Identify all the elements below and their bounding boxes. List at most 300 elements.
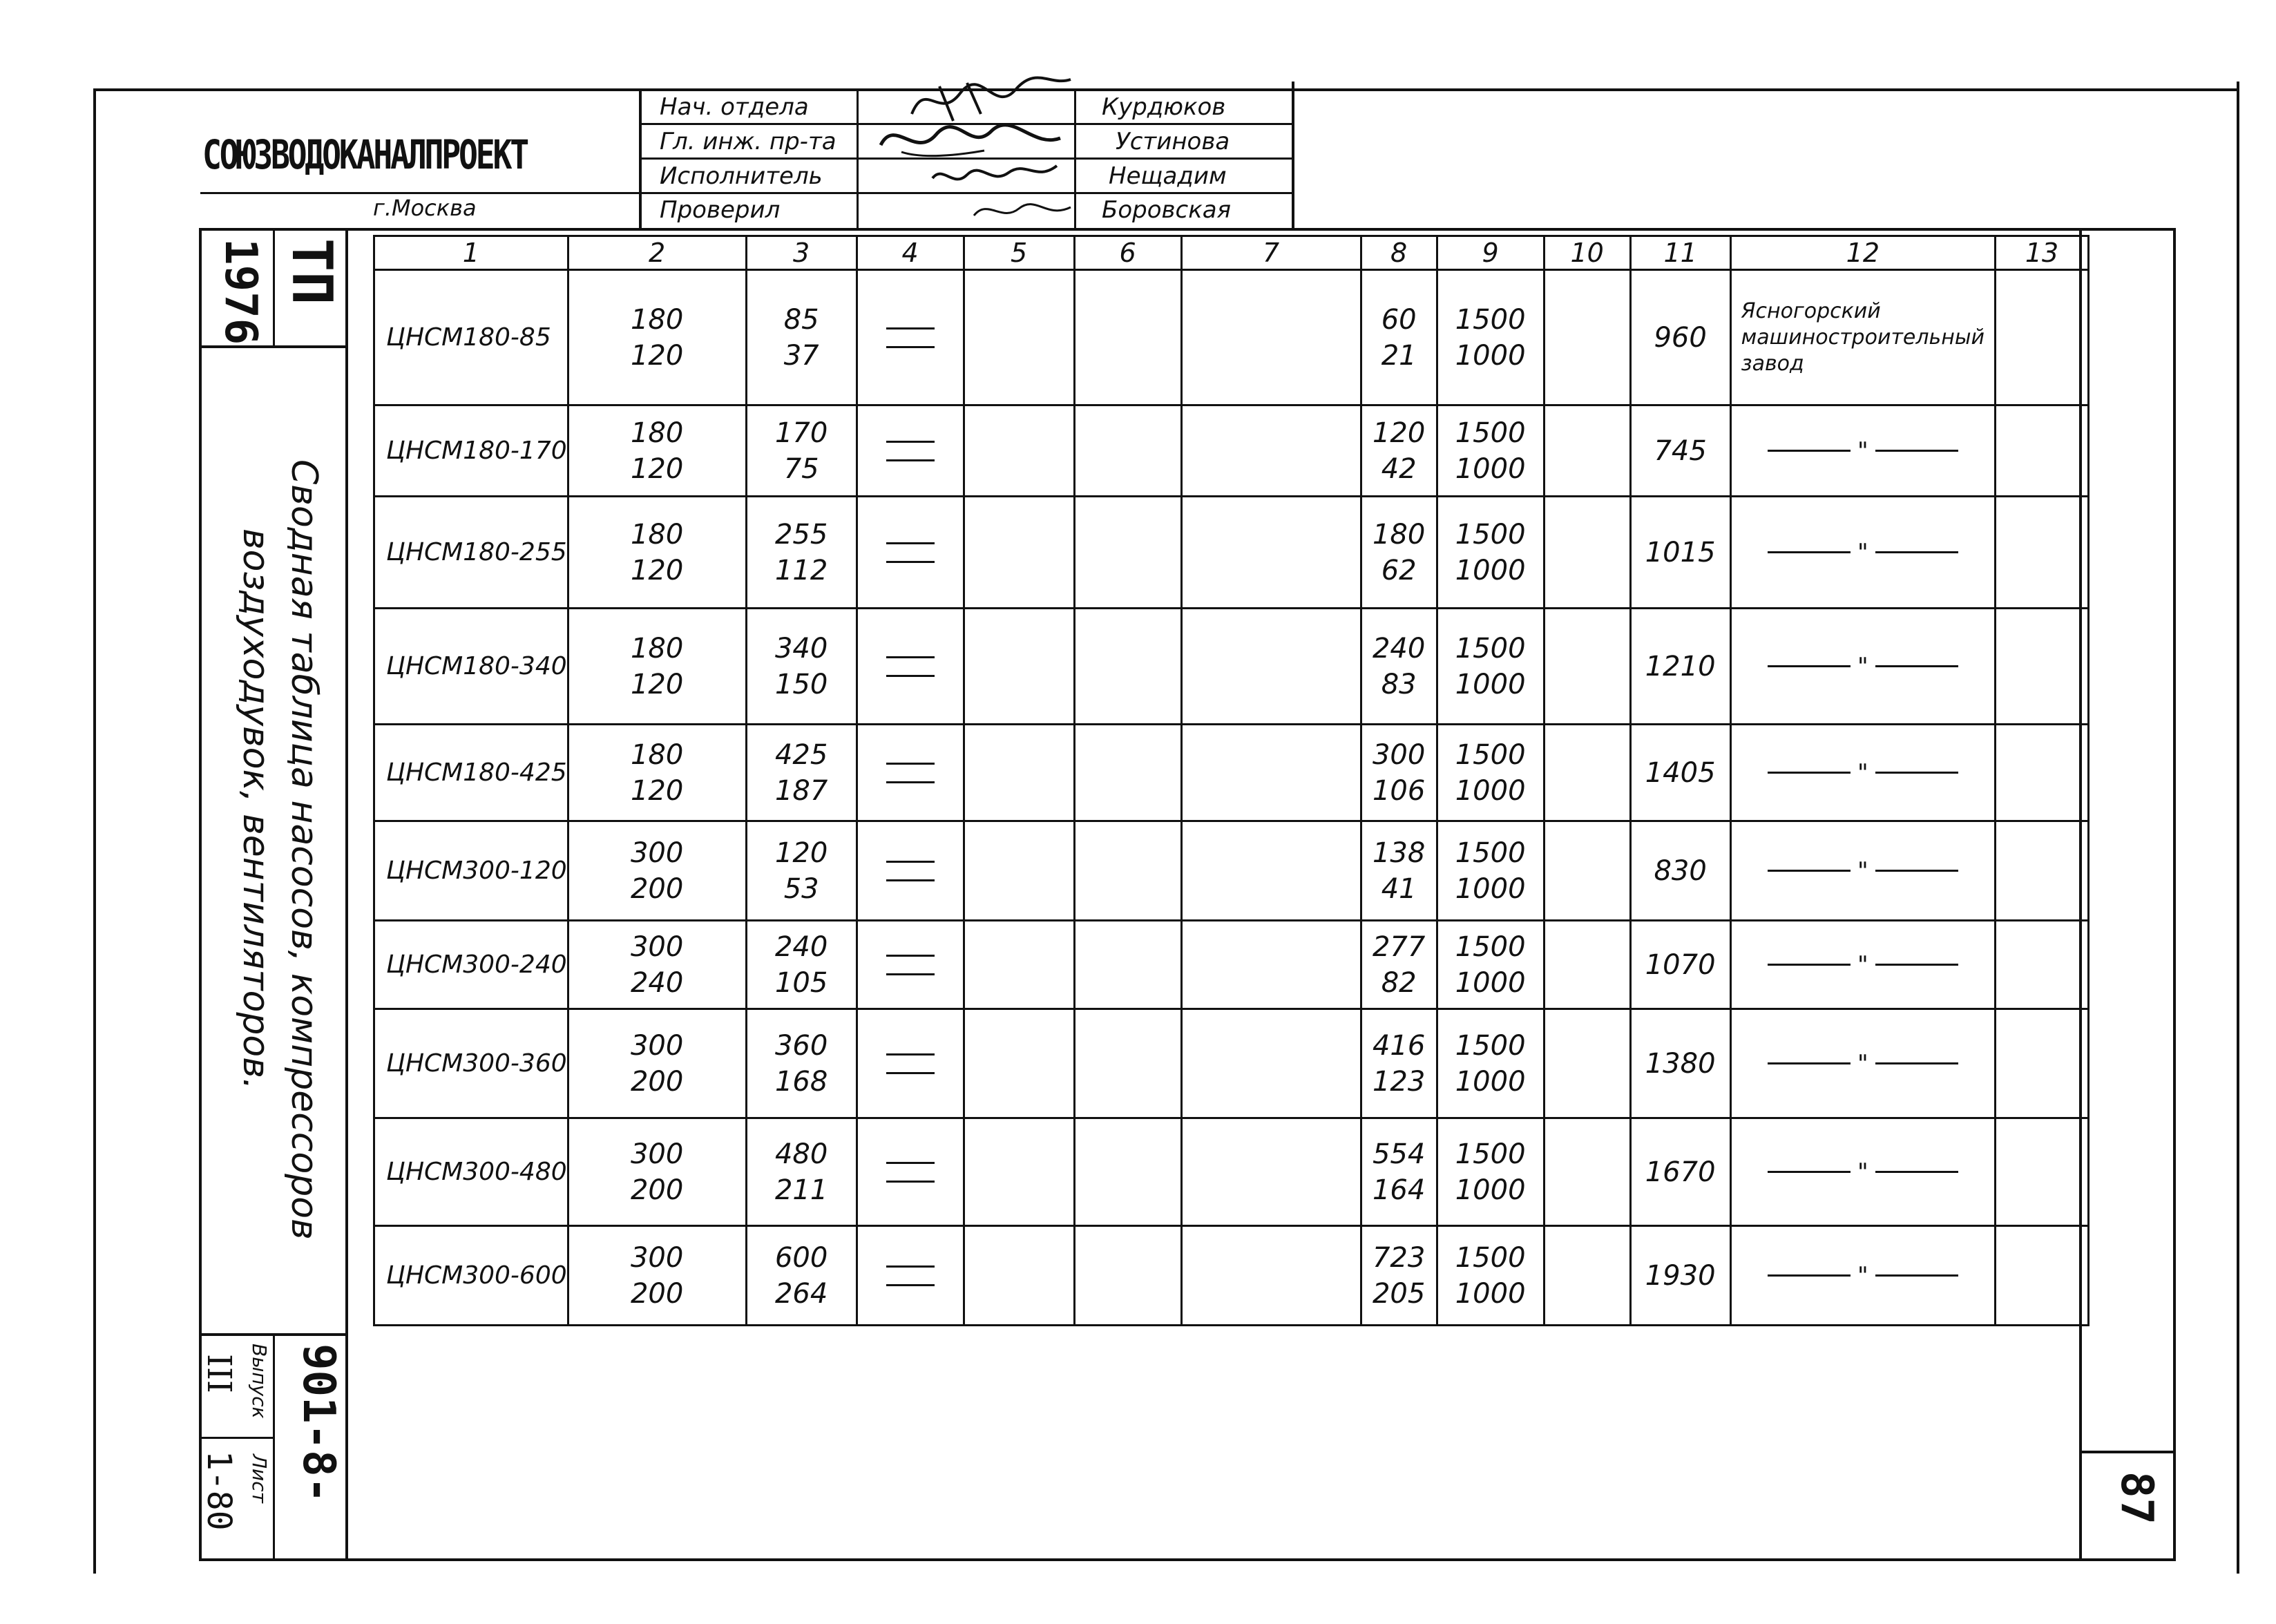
cell-col8: [1361, 405, 1437, 497]
manufacturer: [1732, 947, 1994, 983]
cell-col12: [1730, 405, 1995, 497]
cell-col6: [1074, 405, 1181, 497]
dash-mark: [886, 1181, 935, 1183]
cell-col4: [857, 821, 964, 921]
dash-mark: [886, 861, 935, 863]
value: 1000: [1455, 339, 1526, 372]
cell-col2: [568, 725, 746, 821]
cell-col7: [1181, 270, 1361, 405]
cell-col3: [746, 821, 857, 921]
cell-col6: [1074, 1226, 1181, 1326]
cell-col3: [746, 725, 857, 821]
cell-col12: [1730, 1226, 1995, 1326]
manufacturer: [1732, 1046, 1994, 1082]
pump-model: ЦНСМ180-170: [374, 405, 568, 497]
value: 120: [1372, 417, 1426, 449]
ditto-line: [1875, 870, 1958, 872]
cell-col13: [1996, 821, 2089, 921]
dash-mark: [886, 1072, 935, 1074]
cell-col12: [1730, 725, 1995, 821]
value: 83: [1381, 668, 1417, 700]
dash-mark: [886, 1284, 935, 1286]
cell-col5: [964, 1226, 1074, 1326]
cell-col2: [568, 1118, 746, 1226]
table-row: [374, 921, 2089, 1009]
cell-col4: [857, 405, 964, 497]
dash-mark: [886, 542, 935, 544]
cell-col3: [746, 1009, 857, 1118]
cell-col10: [1544, 270, 1630, 405]
cell-col7: [1181, 1009, 1361, 1118]
cell-col6: [1074, 725, 1181, 821]
value: 416: [1372, 1029, 1426, 1062]
table-row: [374, 497, 2089, 609]
sheet-title-line-1: Сводная таблица насосов, компрессоров: [283, 459, 325, 1240]
cell-col11: 960: [1630, 270, 1730, 405]
cell-col8: [1361, 921, 1437, 1009]
value: 120: [774, 837, 828, 869]
dash-mark: [886, 1265, 935, 1268]
col-header: 13: [1996, 236, 2089, 270]
ditto-line: [1875, 1171, 1958, 1173]
dash-mark: [886, 955, 935, 957]
dash-mark: [886, 973, 935, 975]
cell-col5: [964, 1009, 1074, 1118]
value: 120: [630, 668, 684, 700]
value: 240: [630, 966, 684, 999]
sidebar-divider: [345, 228, 348, 1561]
pump-model: ЦНСМ300-480: [374, 1118, 568, 1226]
value: 1500: [1455, 303, 1526, 336]
value: 1000: [1455, 1065, 1526, 1098]
dash-mark: [886, 1053, 935, 1055]
inner-frame-top: [199, 228, 2174, 231]
ditto-line: [1875, 964, 1958, 966]
stamp-role-3: Исполнитель: [660, 162, 823, 190]
cell-col13: [1996, 1009, 2089, 1118]
cell-col8: [1361, 270, 1437, 405]
issue-box-hsplit: [200, 1437, 275, 1439]
cell-col13: [1996, 921, 2089, 1009]
value: 180: [630, 417, 684, 449]
dash-mark: [886, 1162, 935, 1164]
pump-model: ЦНСМ180-340: [374, 609, 568, 725]
value: 200: [630, 872, 684, 905]
ditto-line: [1768, 1274, 1851, 1277]
value: 37: [783, 339, 819, 372]
cell-col10: [1544, 405, 1630, 497]
cell-col3: [746, 1226, 857, 1326]
organization-name: СОЮЗВОДОКАНАЛПРОЕКТ: [202, 131, 527, 178]
cell-col4: [857, 1118, 964, 1226]
cell-col12: [1730, 1009, 1995, 1118]
ditto-mark: ": [1857, 538, 1868, 566]
cell-col4: [857, 1009, 964, 1118]
table-row: [374, 821, 2089, 921]
dash-mark: [886, 459, 935, 461]
dash-mark: [886, 346, 935, 348]
value: 1500: [1455, 518, 1526, 551]
ditto-mark: ": [1857, 1049, 1868, 1078]
cell-col11: 1405: [1630, 725, 1730, 821]
value: 150: [774, 668, 828, 700]
dash-mark: [886, 327, 935, 329]
value: 180: [630, 518, 684, 551]
value: 82: [1381, 966, 1417, 999]
ditto-mark: ": [1857, 857, 1868, 885]
value: 41: [1381, 872, 1417, 905]
cell-col12: [1730, 609, 1995, 725]
value: 425: [774, 738, 828, 771]
pump-model: ЦНСМ180-255: [374, 497, 568, 609]
stamp-role-2: Гл. инж. пр-та: [660, 128, 836, 155]
cell-col11: 745: [1630, 405, 1730, 497]
value: 300: [630, 1241, 684, 1274]
cell-col11: 1670: [1630, 1118, 1730, 1226]
dash-mark: [886, 656, 935, 658]
cell-col5: [964, 609, 1074, 725]
dash-mark: [886, 675, 935, 677]
table-row: [374, 1226, 2089, 1326]
cell-col9: [1437, 1226, 1544, 1326]
value: 180: [630, 738, 684, 771]
sheet-label: Лист: [248, 1454, 271, 1503]
cell-col4: [857, 609, 964, 725]
cell-col2: [568, 921, 746, 1009]
col-header: 9: [1437, 236, 1544, 270]
value: 180: [630, 632, 684, 665]
cell-col12: [1730, 1118, 1995, 1226]
ditto-mark: ": [1857, 758, 1868, 787]
ditto-line: [1875, 1062, 1958, 1064]
value: 170: [774, 417, 828, 449]
cell-col7: [1181, 497, 1361, 609]
value: 53: [783, 872, 819, 905]
manufacturer: Ясногорский машиностроительный завод: [1741, 298, 1985, 376]
pump-model: ЦНСМ300-360: [374, 1009, 568, 1118]
value: 120: [630, 339, 684, 372]
value: 200: [630, 1065, 684, 1098]
value: 300: [630, 1029, 684, 1062]
cell-col13: [1996, 405, 2089, 497]
cell-col3: [746, 270, 857, 405]
ditto-mark: ": [1857, 437, 1868, 465]
stamp-role-1: Нач. отдела: [660, 93, 809, 121]
value: 360: [774, 1029, 828, 1062]
cell-col7: [1181, 405, 1361, 497]
cell-col11: 1015: [1630, 497, 1730, 609]
frame-right-line: [2237, 82, 2239, 1574]
cell-col3: [746, 921, 857, 1009]
pump-model: ЦНСМ180-85: [374, 270, 568, 405]
value: 1000: [1455, 966, 1526, 999]
value: 300: [630, 930, 684, 963]
ditto-line: [1768, 551, 1851, 553]
value: 1500: [1455, 1241, 1526, 1274]
cell-col13: [1996, 1226, 2089, 1326]
frame-left-line: [93, 88, 96, 1574]
value: 240: [774, 930, 828, 963]
manufacturer: [1732, 755, 1994, 791]
cell-col3: [746, 497, 857, 609]
cell-col7: [1181, 725, 1361, 821]
cell-col10: [1544, 1009, 1630, 1118]
cell-col8: [1361, 821, 1437, 921]
cell-col10: [1544, 497, 1630, 609]
value: 300: [630, 837, 684, 869]
table-row: [374, 609, 2089, 725]
value: 1500: [1455, 930, 1526, 963]
ditto-line: [1768, 772, 1851, 774]
cell-col8: [1361, 1118, 1437, 1226]
col-header: 8: [1361, 236, 1437, 270]
value: 300: [630, 1138, 684, 1170]
doc-code: 901-8-: [293, 1344, 344, 1504]
cell-col10: [1544, 725, 1630, 821]
dash-mark: [886, 561, 935, 563]
cell-col11: 1930: [1630, 1226, 1730, 1326]
stamp-name-3: Нещадим: [1109, 162, 1227, 190]
cell-col5: [964, 1118, 1074, 1226]
col-header: 11: [1630, 236, 1730, 270]
value: 554: [1372, 1138, 1426, 1170]
value: 300: [1372, 738, 1426, 771]
cell-col10: [1544, 1118, 1630, 1226]
value: 168: [774, 1065, 828, 1098]
cell-col9: [1437, 405, 1544, 497]
value: 85: [783, 303, 819, 336]
value: 1000: [1455, 668, 1526, 700]
value: 62: [1381, 554, 1417, 586]
cell-col5: [964, 921, 1074, 1009]
cell-col6: [1074, 821, 1181, 921]
cell-col5: [964, 725, 1074, 821]
manufacturer: [1732, 1258, 1994, 1294]
cell-col12: [1730, 921, 1995, 1009]
value: 120: [630, 774, 684, 807]
col-header: 12: [1730, 236, 1995, 270]
cell-col10: [1544, 921, 1630, 1009]
col-header: 3: [746, 236, 857, 270]
cell-col3: [746, 1118, 857, 1226]
manufacturer: [1732, 649, 1994, 685]
value: 120: [630, 452, 684, 485]
cell-col2: [568, 821, 746, 921]
cell-col11: 830: [1630, 821, 1730, 921]
value: 211: [774, 1174, 828, 1206]
value: 1000: [1455, 1174, 1526, 1206]
cell-col13: [1996, 609, 2089, 725]
cell-col6: [1074, 1118, 1181, 1226]
cell-col13: [1996, 270, 2089, 405]
col-header: 7: [1181, 236, 1361, 270]
value: 106: [1372, 774, 1426, 807]
manufacturer: [1732, 535, 1994, 571]
cell-col4: [857, 497, 964, 609]
cell-col8: [1361, 725, 1437, 821]
cell-col9: [1437, 1009, 1544, 1118]
value: 1000: [1455, 554, 1526, 586]
inner-frame-bottom: [199, 1558, 2174, 1561]
col-header: 5: [964, 236, 1074, 270]
cell-col3: [746, 609, 857, 725]
cell-col7: [1181, 1118, 1361, 1226]
cell-col2: [568, 405, 746, 497]
cell-col13: [1996, 497, 2089, 609]
value: 75: [783, 452, 819, 485]
ditto-mark: ": [1857, 1261, 1868, 1290]
cell-col4: [857, 921, 964, 1009]
table-row: [374, 405, 2089, 497]
value: 200: [630, 1174, 684, 1206]
pump-model: ЦНСМ180-425: [374, 725, 568, 821]
stamp-box-right: [1292, 82, 1294, 229]
page-number: 87: [2111, 1471, 2162, 1525]
dash-mark: [886, 441, 935, 443]
issue-label: Выпуск: [248, 1344, 271, 1419]
cell-col9: [1437, 821, 1544, 921]
cell-col7: [1181, 821, 1361, 921]
cell-col10: [1544, 609, 1630, 725]
signature-4: [967, 195, 1078, 226]
cell-col12: [1730, 270, 1995, 405]
value: 277: [1372, 930, 1426, 963]
value: 112: [774, 554, 828, 586]
cell-col3: [746, 405, 857, 497]
value: 1500: [1455, 738, 1526, 771]
table-row: [374, 1009, 2089, 1118]
cell-col2: [568, 1226, 746, 1326]
cell-col7: [1181, 1226, 1361, 1326]
cell-col7: [1181, 921, 1361, 1009]
cell-col2: [568, 609, 746, 725]
value: 480: [774, 1138, 828, 1170]
tp-label: ТП: [280, 238, 344, 305]
value: 240: [1372, 632, 1426, 665]
value: 255: [774, 518, 828, 551]
ditto-mark: ": [1857, 1158, 1868, 1186]
value: 1000: [1455, 774, 1526, 807]
value: 340: [774, 632, 828, 665]
ditto-line: [1768, 1171, 1851, 1173]
stamp-name-1: Курдюков: [1102, 93, 1226, 121]
issue-box-mid: [273, 1333, 275, 1560]
value: 600: [774, 1241, 828, 1274]
cell-col6: [1074, 609, 1181, 725]
value: 105: [774, 966, 828, 999]
value: 1500: [1455, 1138, 1526, 1170]
cell-col9: [1437, 725, 1544, 821]
pump-model: ЦНСМ300-600: [374, 1226, 568, 1326]
pump-spec-table: [373, 235, 2089, 1326]
value: 120: [630, 554, 684, 586]
ditto-mark: ": [1857, 652, 1868, 680]
cell-col11: 1210: [1630, 609, 1730, 725]
pump-model: ЦНСМ300-120: [374, 821, 568, 921]
dash-mark: [886, 781, 935, 783]
value: 21: [1381, 339, 1417, 372]
ditto-line: [1768, 665, 1851, 667]
value: 1500: [1455, 632, 1526, 665]
cell-col9: [1437, 270, 1544, 405]
col-header: 6: [1074, 236, 1181, 270]
cell-col8: [1361, 609, 1437, 725]
value: 138: [1372, 837, 1426, 869]
value: 1500: [1455, 417, 1526, 449]
cell-col6: [1074, 921, 1181, 1009]
cell-col2: [568, 497, 746, 609]
cell-col9: [1437, 921, 1544, 1009]
ditto-line: [1768, 450, 1851, 452]
ditto-line: [1875, 450, 1958, 452]
col-header: 1: [374, 236, 568, 270]
dash-mark: [886, 879, 935, 881]
manufacturer: [1732, 853, 1994, 889]
cell-col4: [857, 725, 964, 821]
cell-col11: 1070: [1630, 921, 1730, 1009]
cell-col4: [857, 1226, 964, 1326]
value: 1500: [1455, 837, 1526, 869]
value: 123: [1372, 1065, 1426, 1098]
manufacturer: [1732, 1154, 1994, 1190]
stamp-name-4: Боровская: [1102, 196, 1232, 224]
col-header: 2: [568, 236, 746, 270]
cell-col9: [1437, 609, 1544, 725]
cell-col9: [1437, 497, 1544, 609]
value: 60: [1381, 303, 1417, 336]
cell-col13: [1996, 1118, 2089, 1226]
cell-col5: [964, 270, 1074, 405]
value: 200: [630, 1277, 684, 1310]
value: 180: [1372, 518, 1426, 551]
ditto-line: [1768, 964, 1851, 966]
cell-col12: [1730, 821, 1995, 921]
value: 1000: [1455, 872, 1526, 905]
value: 164: [1372, 1174, 1426, 1206]
signature-3: [926, 157, 1064, 195]
value: 1000: [1455, 1277, 1526, 1310]
cell-col8: [1361, 1226, 1437, 1326]
cell-col10: [1544, 821, 1630, 921]
cell-col12: [1730, 497, 1995, 609]
org-underline: [200, 192, 642, 194]
value: 205: [1372, 1277, 1426, 1310]
cell-col4: [857, 270, 964, 405]
value: 1000: [1455, 452, 1526, 485]
cell-col2: [568, 1009, 746, 1118]
stamp-role-4: Проверил: [660, 196, 781, 224]
year-label: 1976: [215, 238, 266, 345]
cell-col13: [1996, 725, 2089, 821]
ditto-line: [1875, 551, 1958, 553]
issue-value: III: [200, 1354, 238, 1393]
sheet-title-line-2: воздуходувок, вентиляторов.: [235, 528, 276, 1090]
frame-top-line: [93, 88, 2238, 91]
cell-col5: [964, 405, 1074, 497]
header-row: [374, 236, 2089, 270]
cell-col8: [1361, 497, 1437, 609]
ditto-line: [1875, 665, 1958, 667]
col-header: 4: [857, 236, 964, 270]
ditto-mark: ": [1857, 950, 1868, 979]
value: 42: [1381, 452, 1417, 485]
cell-col8: [1361, 1009, 1437, 1118]
tp-box-mid: [273, 229, 275, 347]
table-row: [374, 725, 2089, 821]
cell-col5: [964, 821, 1074, 921]
cell-col6: [1074, 497, 1181, 609]
value: 723: [1372, 1241, 1426, 1274]
